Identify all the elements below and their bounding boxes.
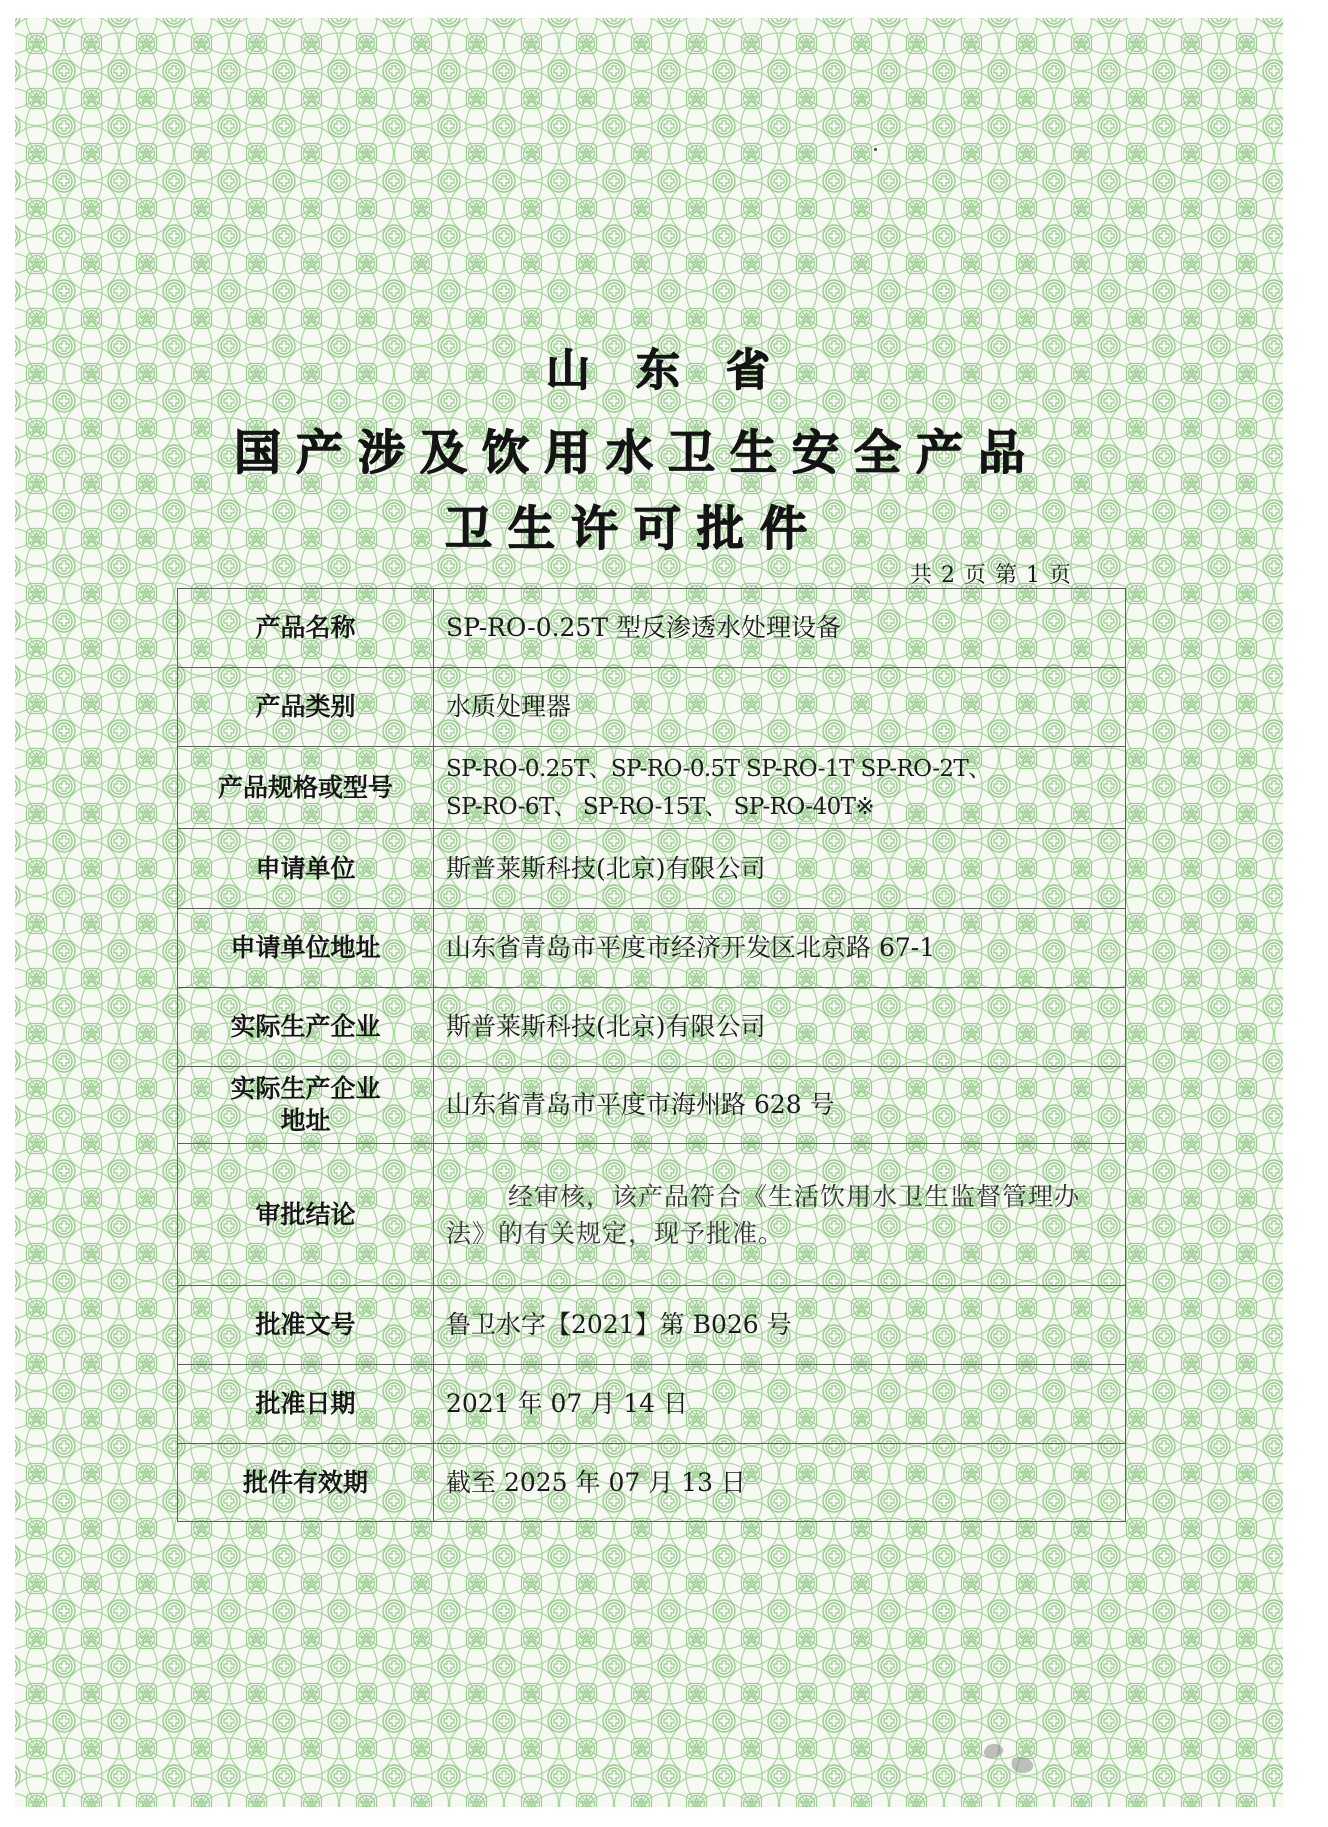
title-main: 国产涉及饮用水卫生安全产品	[234, 426, 1040, 481]
title-sub: 卫生许可批件	[445, 502, 823, 557]
label-manufacturer: 实际生产企业	[178, 988, 434, 1067]
label-applicant-address: 申请单位地址	[178, 909, 434, 988]
label-product-name: 产品名称	[178, 589, 434, 668]
value-conclusion	[434, 1144, 1126, 1286]
table-row-product-category	[178, 668, 1126, 747]
label-manufacturer-address-line-2: 地址	[280, 1106, 331, 1135]
value-manufacturer-address: 山东省青岛市平度市海州路 628 号	[434, 1067, 1126, 1144]
value-validity: 截至 2025 年 07 月 13 日	[434, 1444, 1126, 1522]
label-manufacturer-address-line-1: 实际生产企业	[230, 1074, 381, 1103]
table-row-manufacturer	[178, 988, 1126, 1067]
table-row-product-models	[178, 747, 1126, 829]
label-approval-date: 批准日期	[178, 1365, 434, 1444]
value-applicant: 斯普莱斯科技(北京)有限公司	[434, 829, 1126, 909]
label-product-models: 产品规格或型号	[178, 747, 434, 829]
table-row-product-name	[178, 589, 1126, 668]
models-line-2: SP-RO-6T、 SP-RO-15T、 SP-RO-40T※	[446, 793, 875, 820]
label-applicant: 申请单位	[178, 829, 434, 909]
smudge-mark	[975, 1740, 1045, 1780]
speck	[874, 148, 877, 151]
table-row-manufacturer-address	[178, 1067, 1126, 1144]
models-line-1: SP-RO-0.25T、SP-RO-0.5T SP-RO-1T SP-RO-2T、	[446, 755, 991, 782]
table-row-approval-date	[178, 1365, 1126, 1444]
permit-table	[177, 588, 1126, 1522]
page-counter: 共 2 页 第 1 页	[910, 563, 1071, 588]
value-product-models	[434, 747, 1126, 829]
value-manufacturer: 斯普莱斯科技(北京)有限公司	[434, 988, 1126, 1067]
label-conclusion: 审批结论	[178, 1144, 434, 1286]
value-product-name: SP-RO-0.25T 型反渗透水处理设备	[434, 589, 1126, 668]
value-approval-number: 鲁卫水字【2021】第 B026 号	[434, 1286, 1126, 1365]
conclusion-text: 经审核，该产品符合《生活饮用水卫生监督管理办法》的有关规定，现予批准。	[446, 1181, 1081, 1248]
table-row-applicant-address	[178, 909, 1126, 988]
value-applicant-address: 山东省青岛市平度市经济开发区北京路 67-1	[434, 909, 1126, 988]
label-approval-number: 批准文号	[178, 1286, 434, 1365]
table-row-conclusion	[178, 1144, 1126, 1286]
table-row-validity	[178, 1444, 1126, 1522]
label-validity: 批件有效期	[178, 1444, 434, 1522]
label-product-category: 产品类别	[178, 668, 434, 747]
title-province: 山东省	[546, 345, 816, 396]
value-approval-date: 2021 年 07 月 14 日	[434, 1365, 1126, 1444]
value-product-category: 水质处理器	[434, 668, 1126, 747]
table-row-approval-number	[178, 1286, 1126, 1365]
label-manufacturer-address	[178, 1067, 434, 1144]
table-row-applicant	[178, 829, 1126, 909]
